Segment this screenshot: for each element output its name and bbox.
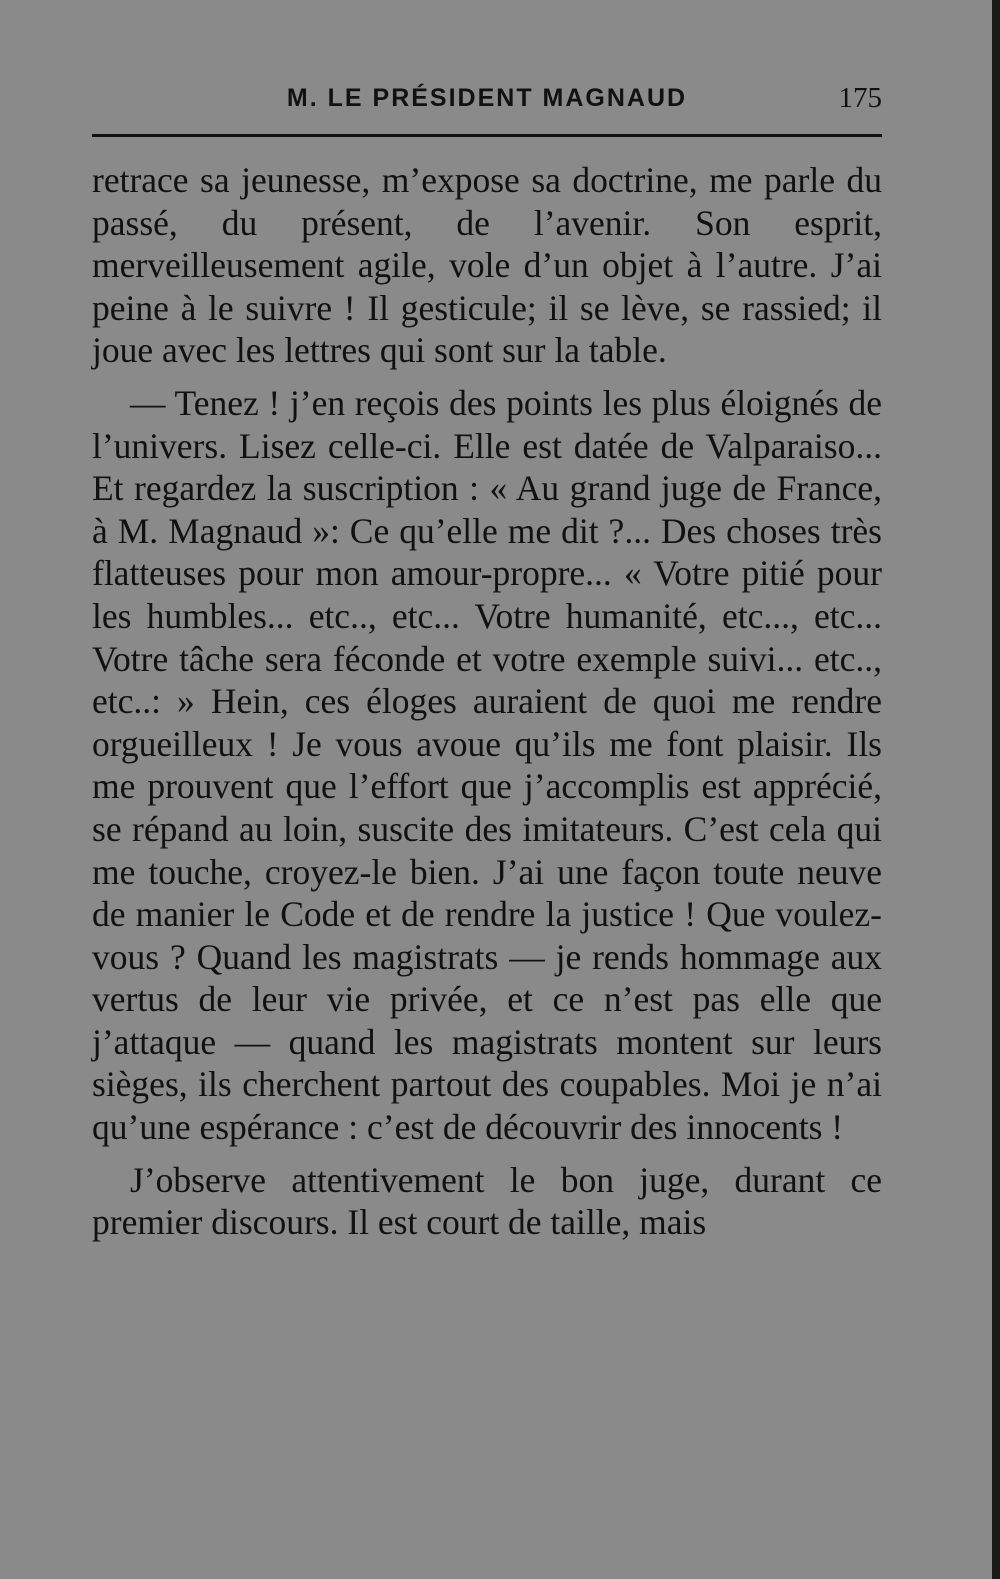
book-page — [92, 70, 882, 1244]
header-rule — [92, 134, 882, 137]
paragraph-dialogue: — Tenez ! j’en reçois des points les plus éloignés de l’univers. Lisez celle-ci. Elle est datée de Valparaiso... Et regardez la suscription : « Au grand juge de France, à M. Magnaud »: Ce qu’elle me dit ?... Des choses très flatteuses pour mon amour-propre... « Votre pitié pour les humbles... etc.., etc... Votre humanité, etc..., etc... Votre tâche sera féconde et votre exemple suivi... etc.., etc..: » Hein, ces éloges auraient de quoi me rendre orgueilleux ! Je vous avoue qu’ils me font plaisir. Ils me prouvent que l’effort que j’accomplis est apprécié, se répand au loin, suscite des imitateurs. C’est cela qui me touche, croyez-le bien. J’ai une façon toute neuve de manier le Code et de rendre la justice ! Que voulez-vous ? Quand les magistrats — je rends hommage aux vertus de leur vie privée, et ce n’est pas elle que j’attaque — quand les magistrats montent sur leurs sièges, ils cherchent partout des coupables. Moi je n’ai qu’une espérance : c’est de découvrir des innocents ! — [92, 382, 882, 1148]
page-edge-shadow — [992, 0, 1000, 1579]
running-header — [92, 70, 882, 128]
paragraph-continued: retrace sa jeunesse, m’expose sa doctrine, me parle du passé, du présent, de l’avenir. Son esprit, merveilleusement agile, vole d’un objet à l’autre. J’ai peine à le suivre ! Il gesticule; il se lève, se rassied; il joue avec les lettres qui sont sur la table. — [92, 160, 882, 371]
body-text — [92, 159, 882, 1244]
paragraph-observation: J’observe attentivement le bon juge, durant ce premier discours. Il est court de taille, mais — [92, 1159, 882, 1243]
page-number: 175 — [838, 82, 882, 114]
running-title: M. LE PRÉSIDENT MAGNAUD — [286, 84, 688, 112]
